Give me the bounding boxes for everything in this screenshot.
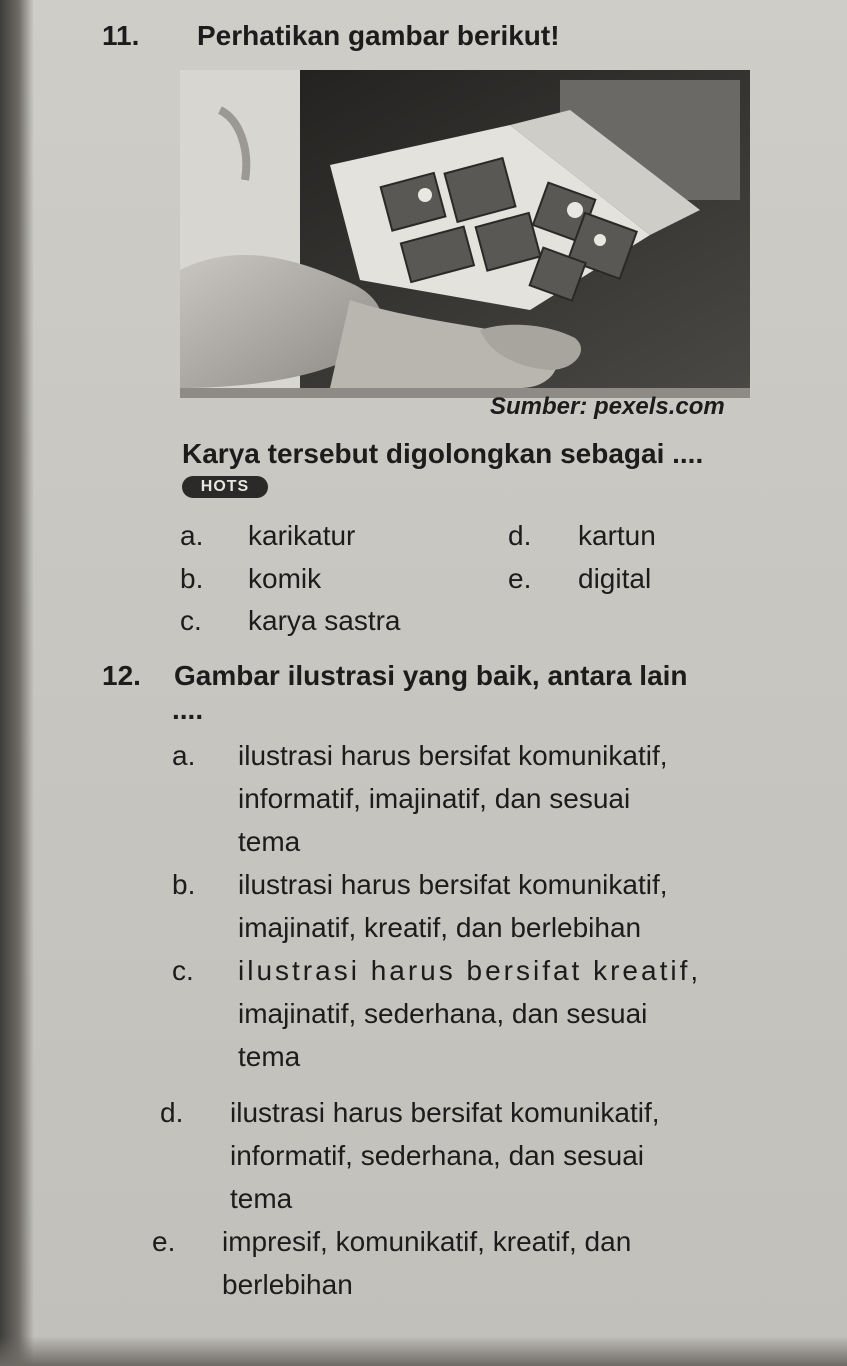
q12-option-e-line-1[interactable]: impresif, komunikatif, kreatif, dan xyxy=(222,1226,632,1257)
q11-option-b[interactable] xyxy=(180,563,321,595)
q11-option-a[interactable] xyxy=(180,520,355,552)
q12-option-b-line-1[interactable]: ilustrasi harus bersifat komunikatif, xyxy=(238,869,668,900)
q12-option-c-line-3[interactable]: tema xyxy=(238,1041,301,1072)
q11-option-c-text: karya sastra xyxy=(248,605,401,636)
q12-option-d-line-1[interactable]: ilustrasi harus bersifat komunikatif, xyxy=(230,1097,660,1128)
q12-option-c-line-2[interactable]: imajinatif, sederhana, dan sesuai xyxy=(238,998,648,1029)
q12-option-a-line-3[interactable]: tema xyxy=(238,826,301,857)
question-number-11: 11. xyxy=(102,20,140,51)
page-binding-shadow xyxy=(0,0,34,1366)
question-12-prompt-continuation: .... xyxy=(172,694,204,725)
q12-option-d-line-2[interactable]: informatif, sederhana, dan sesuai xyxy=(230,1140,645,1171)
q11-option-e-text: digital xyxy=(578,563,652,594)
question-11-stem: Karya tersebut digolongkan sebagai .... xyxy=(182,438,704,469)
q12-option-c-line-1[interactable]: ilustrasi harus bersifat kreatif, xyxy=(238,955,702,986)
q11-option-a-letter: a. xyxy=(180,520,204,551)
q12-option-a-line-2[interactable]: informatif, imajinatif, dan sesuai xyxy=(238,783,631,814)
q11-option-d-text: kartun xyxy=(578,520,656,551)
question-number-12: 12. xyxy=(102,660,141,691)
q12-option-c-letter[interactable]: c. xyxy=(172,955,194,986)
q12-option-d-line-3[interactable]: tema xyxy=(230,1183,293,1214)
q11-option-d-letter: d. xyxy=(508,520,532,551)
page-bottom-shadow xyxy=(0,1336,847,1366)
q12-option-b-line-2[interactable]: imajinatif, kreatif, dan berlebihan xyxy=(238,912,642,943)
comic-photo-illustration xyxy=(180,70,750,388)
q11-option-d[interactable] xyxy=(508,520,656,552)
question-12-prompt: Gambar ilustrasi yang baik, antara lain xyxy=(174,660,688,691)
q11-option-b-letter: b. xyxy=(180,563,204,594)
hots-badge: HOTS xyxy=(182,476,268,498)
q12-option-a-line-1[interactable]: ilustrasi harus bersifat komunikatif, xyxy=(238,740,668,771)
q12-option-a-letter[interactable]: a. xyxy=(172,740,196,771)
image-source-caption: Sumber: pexels.com xyxy=(490,393,725,420)
q11-option-a-text: karikatur xyxy=(248,520,356,551)
q11-option-e-letter: e. xyxy=(508,563,532,594)
comic-photo xyxy=(180,70,750,398)
q11-option-c-letter: c. xyxy=(180,605,202,636)
q12-option-e-letter[interactable]: e. xyxy=(152,1226,176,1257)
q12-option-b-letter[interactable]: b. xyxy=(172,869,196,900)
q12-option-d-letter[interactable]: d. xyxy=(160,1097,184,1128)
q11-option-b-text: komik xyxy=(248,563,322,594)
question-11-prompt: Perhatikan gambar berikut! xyxy=(197,20,560,51)
q11-option-c[interactable] xyxy=(180,605,401,637)
q11-option-e[interactable] xyxy=(508,563,651,595)
q12-option-e-line-2[interactable]: berlebihan xyxy=(222,1269,353,1300)
